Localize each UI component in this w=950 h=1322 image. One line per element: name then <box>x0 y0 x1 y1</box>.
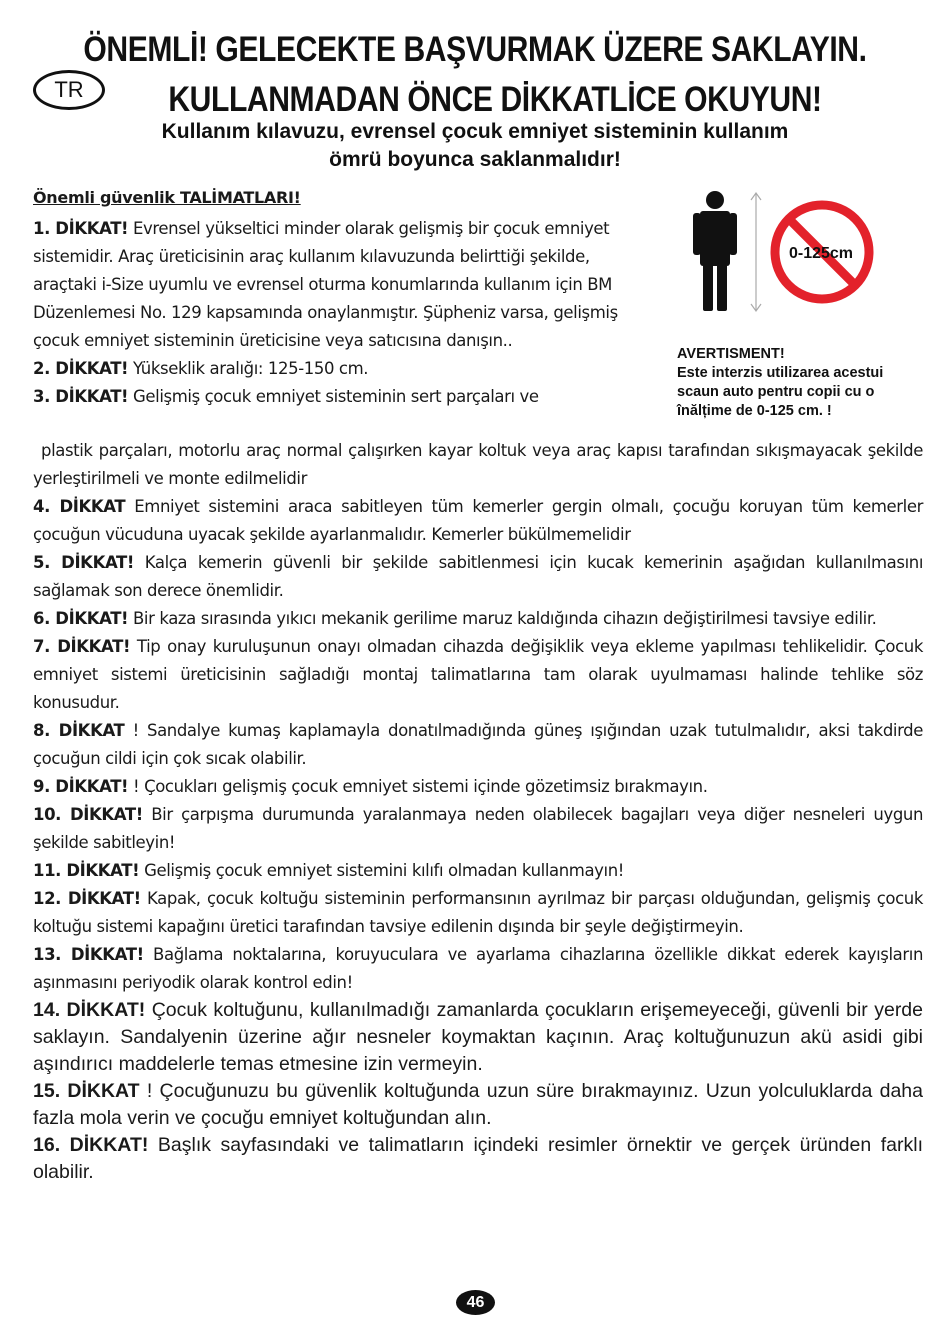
instruction-label: 4. DİKKAT <box>33 497 126 516</box>
romanian-warning-line: Este interzis utilizarea acestui <box>677 365 884 381</box>
instruction-item <box>33 773 923 801</box>
instruction-label: 12. DİKKAT! <box>33 889 141 908</box>
instruction-label: 7. DİKKAT! <box>33 637 131 656</box>
subtitle-line-1: Kullanım kılavuzu, evrensel çocuk emniyet sisteminin kullanım <box>161 120 789 143</box>
instruction-text: Başlık sayfasındaki ve talimatların içindeki resimler örnektir ve gerçek üründen farklı olabilir. <box>33 1134 924 1183</box>
instruction-item <box>33 941 923 997</box>
instruction-label: 11. DİKKAT! <box>33 861 140 880</box>
instructions-narrow-column <box>33 215 633 411</box>
instruction-label: 1. DİKKAT! <box>33 219 129 238</box>
no-entry-child-height-icon <box>690 188 890 323</box>
subtitle-line-2: ömrü boyunca saklanmalıdır! <box>329 148 621 171</box>
instruction-text: Bir çarpışma durumunda yaralanmaya neden olabilecek bagajları veya diğer nesneleri uygun şekilde sabitleyin! <box>33 805 924 852</box>
instruction-item <box>33 549 923 605</box>
instruction-item <box>33 605 923 633</box>
instruction-text: Çocuk koltuğunu, kullanılmadığı zamanlarda çocukların erişemeyeceği, güvenli bir yerde saklayın. Sandalyenin üzerine ağır nesneler koymaktan kaçının. Araç koltuğunuzun akü asidi gibi aşındırıcı maddelerle temas etmesine izin vermeyin. <box>33 999 923 1075</box>
romanian-warning-line: înălțime de 0-125 cm. ! <box>677 403 832 419</box>
instruction-label: 5. DİKKAT! <box>33 553 135 572</box>
instruction-item <box>33 997 923 1078</box>
instruction-continuation: plastik parçaları, motorlu araç normal çalışırken kayar koltuk veya araç kapısı tarafından sıkışmayacak şekilde yerleştirilmeli ve monte edilmelidir <box>33 441 923 488</box>
instruction-label: 14. DİKKAT! <box>33 999 146 1021</box>
instruction-item <box>33 633 923 717</box>
instruction-item <box>33 1078 923 1132</box>
instruction-text: Evrensel yükseltici minder olarak gelişmiş bir çocuk emniyet sistemidir. Araç üreticisinin araç kullanım kılavuzunda belirttiği şekilde, araçtaki i-Size uyumlu ve evrensel oturma konumlarında kullanım için BM Düzenlemesi No. 129 kapsamında onaylanmıştır. Şüpheniz varsa, gelişmiş çocuk emniyet sisteminin üreticisine veya satıcısına danışın.. <box>33 219 618 350</box>
instruction-text: ! Çocuğunuzu bu güvenlik koltuğunda uzun süre bırakmayınız. Uzun yolculuklarda daha fazla mola verin ve çocuğu emniyet koltuğundan alın. <box>33 1080 923 1129</box>
instructions-wide-column <box>33 437 923 1186</box>
instruction-label: 3. DİKKAT! <box>33 387 129 406</box>
instruction-text: ! Sandalye kumaş kaplamayla donatılmadığında güneş ışığından uzak tutulmalıdır, aksi takdirde çocuğun cildi için çok sıcak olabilir. <box>33 721 923 768</box>
instruction-item <box>33 717 923 773</box>
height-restriction-figure <box>690 188 890 323</box>
instruction-label: 2. DİKKAT! <box>33 359 129 378</box>
instruction-label: 9. DİKKAT! <box>33 777 129 796</box>
instruction-text: Emniyet sistemini araca sabitleyen tüm kemerler gergin olmalı, çocuğu koruyan tüm kemerler çocuğun vücuduna uyacak şekilde ayarlanmalıdır. Kemerler bükülmemelidir <box>33 497 924 544</box>
instruction-label: 6. DİKKAT! <box>33 609 129 628</box>
romanian-warning-line: AVERTISMENT! <box>677 346 785 362</box>
language-badge: TR <box>33 70 105 110</box>
instruction-text: ! Çocukları gelişmiş çocuk emniyet sistemi içinde gözetimsiz bırakmayın. <box>128 777 708 796</box>
instruction-text: Yükseklik aralığı: 125-150 cm. <box>128 359 369 378</box>
instruction-label: 10. DİKKAT! <box>33 805 143 824</box>
instruction-item <box>33 383 633 411</box>
header-line-2: KULLANMADAN ÖNCE DİKKATLİCE OKUYUN! <box>168 80 822 119</box>
romanian-warning <box>677 345 937 421</box>
instruction-text: Kapak, çocuk koltuğu sisteminin performansının ayrılmaz bir parçası olduğundan, gelişmiş çocuk koltuğu sistemi kapağını üretici tarafından tavsiye edilenin dışında bir şeyle değiştirmeyin. <box>33 889 923 936</box>
instruction-item <box>33 857 923 885</box>
instruction-item <box>33 493 923 549</box>
header-line-1: ÖNEMLİ! GELECEKTE BAŞVURMAK ÜZERE SAKLAYIN. <box>83 30 867 69</box>
section-title: Önemli güvenlik TALİMATLARI! <box>33 188 301 207</box>
instruction-text: Tip onay kuruluşunun onayı olmadan cihazda değişiklik veya ekleme yapılması tehlikelidir. Çocuk emniyet sistemi üreticisinin sağladığı montaj talimatlarına tam olarak uyulmaması halinde tehlike söz konusudur. <box>33 637 923 712</box>
height-range-label: 0-125cm <box>788 245 854 262</box>
page-number-badge: 46 <box>456 1290 495 1315</box>
instruction-label: 16. DİKKAT! <box>33 1134 149 1156</box>
instruction-item <box>33 801 923 857</box>
instruction-text: Kalça kemerin güvenli bir şekilde sabitlenmesi için kucak kemerinin aşağıdan kullanılmasını sağlamak son derece önemlidir. <box>33 553 923 600</box>
instruction-text: Bir kaza sırasında yıkıcı mekanik gerilime maruz kaldığında cihazın değiştirilmesi tavsiye edilir. <box>128 609 877 628</box>
romanian-warning-line: scaun auto pentru copii cu o <box>677 384 875 400</box>
instruction-text: Gelişmiş çocuk emniyet sistemini kılıfı olmadan kullanmayın! <box>139 861 624 880</box>
instruction-label: 8. DİKKAT <box>33 721 125 740</box>
instruction-item <box>33 1132 923 1186</box>
instruction-item <box>33 355 633 383</box>
instruction-label: 15. DİKKAT <box>33 1080 140 1102</box>
instruction-text: Bağlama noktalarına, koruyuculara ve ayarlama cihazlarına özellikle dikkat ederek kayışların aşınmasını periyodik olarak kontrol edin! <box>33 945 924 992</box>
instruction-label: 13. DİKKAT! <box>33 945 144 964</box>
instruction-item <box>33 885 923 941</box>
instruction-item <box>33 215 633 355</box>
instruction-text: Gelişmiş çocuk emniyet sisteminin sert parçaları ve <box>128 387 539 406</box>
